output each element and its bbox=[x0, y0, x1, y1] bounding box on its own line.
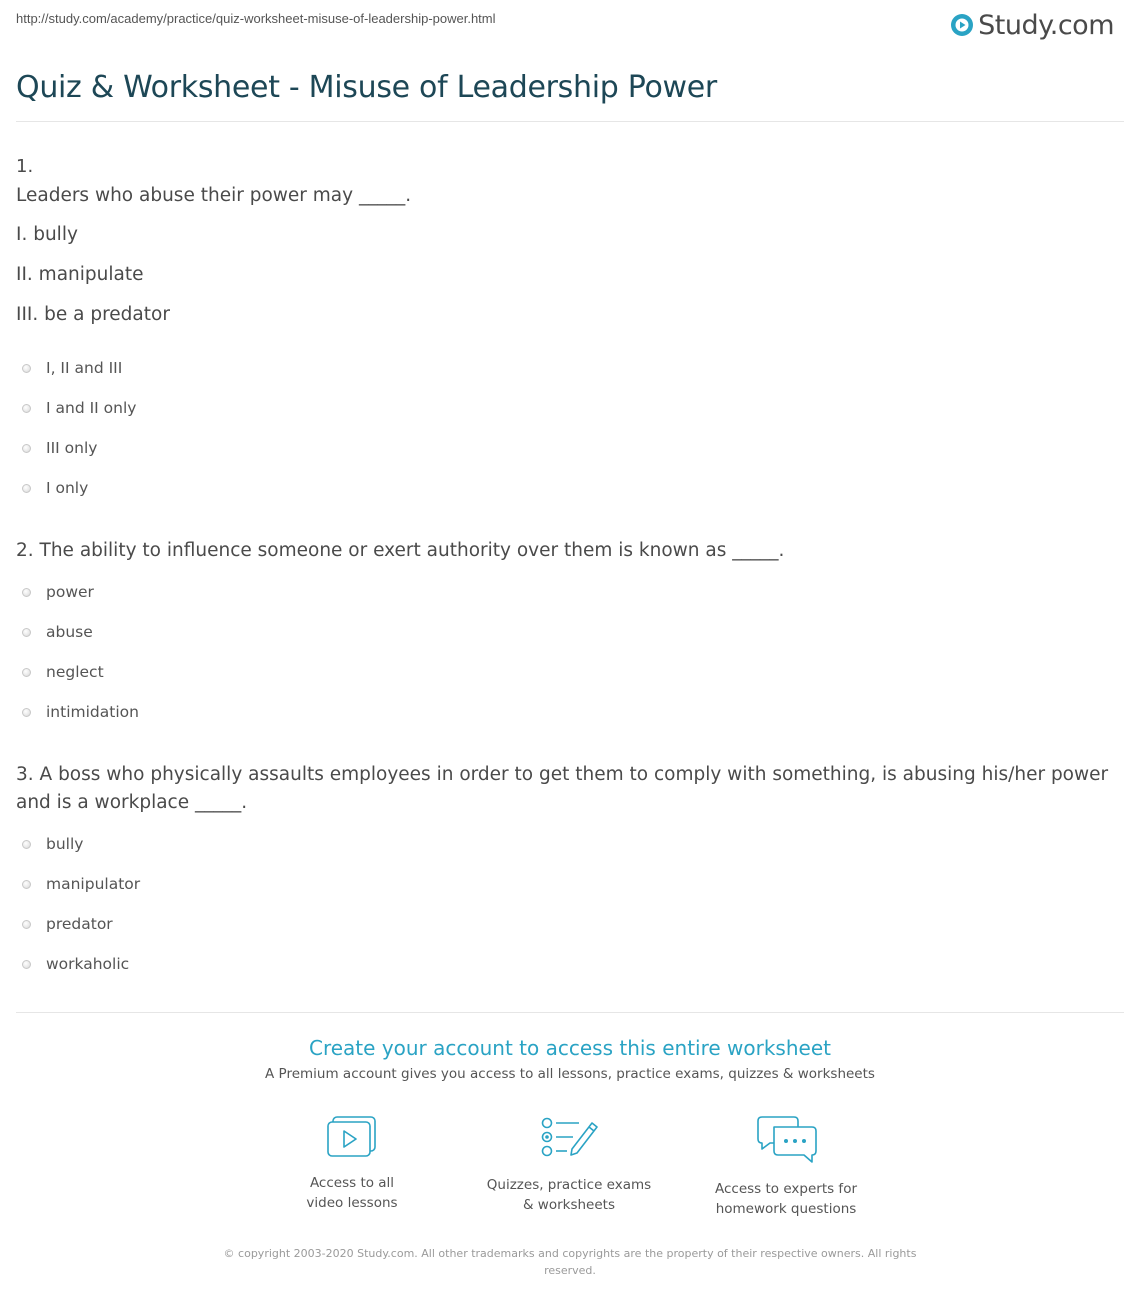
option-label: I only bbox=[46, 479, 89, 497]
question-1-statement-1: I. bully bbox=[16, 224, 78, 245]
feature-label bbox=[252, 1173, 452, 1213]
question-2-text: 2. The ability to influence someone or exert authority over them is known as _____. bbox=[16, 540, 785, 561]
question-2-option-1[interactable] bbox=[22, 582, 94, 602]
chat-bubbles-icon bbox=[754, 1115, 818, 1165]
radio-button[interactable] bbox=[22, 668, 31, 677]
copyright-line-1: © copyright 2003-2020 Study.com. All other trademarks and copyrights are the property of their respective owners. All rights bbox=[223, 1247, 917, 1260]
page-title: Quiz & Worksheet - Misuse of Leadership Power bbox=[16, 70, 717, 105]
feature-video-lessons bbox=[252, 1115, 452, 1213]
feature-label-line-1: Quizzes, practice exams bbox=[486, 1177, 652, 1193]
radio-button[interactable] bbox=[22, 628, 31, 637]
question-3-text: 3. A boss who physically assaults employees in order to get them to comply with something, is abusing his/her power and is a workplace _____. bbox=[16, 764, 1109, 813]
quiz-checklist-icon bbox=[539, 1115, 599, 1161]
radio-button[interactable] bbox=[22, 364, 31, 373]
option-label: bully bbox=[46, 835, 84, 853]
option-label: manipulator bbox=[46, 875, 141, 893]
feature-label-line-1: Access to all bbox=[309, 1175, 395, 1191]
question-1-option-4[interactable] bbox=[22, 478, 88, 498]
question-2-option-4[interactable] bbox=[22, 702, 139, 722]
feature-label-line-2: homework questions bbox=[715, 1201, 857, 1217]
section-divider bbox=[16, 1012, 1124, 1013]
question-3-option-4[interactable] bbox=[22, 954, 129, 974]
radio-button[interactable] bbox=[22, 960, 31, 969]
radio-button[interactable] bbox=[22, 708, 31, 717]
feature-quizzes bbox=[469, 1115, 669, 1215]
logo-text: Study.com bbox=[978, 9, 1114, 41]
question-1-text: Leaders who abuse their power may _____. bbox=[16, 185, 412, 206]
title-divider bbox=[16, 121, 1124, 122]
option-label: predator bbox=[46, 915, 113, 933]
feature-label-line-2: video lessons bbox=[306, 1195, 398, 1211]
radio-button[interactable] bbox=[22, 404, 31, 413]
question-1-statement-3: III. be a predator bbox=[16, 304, 170, 325]
feature-label bbox=[469, 1175, 669, 1215]
question-3-option-1[interactable] bbox=[22, 834, 83, 854]
feature-label bbox=[686, 1179, 886, 1219]
radio-button[interactable] bbox=[22, 444, 31, 453]
option-label: workaholic bbox=[46, 955, 130, 973]
question-3-option-3[interactable] bbox=[22, 914, 113, 934]
page-url: http://study.com/academy/practice/quiz-worksheet-misuse-of-leadership-power.html bbox=[16, 11, 496, 26]
copyright-notice bbox=[210, 1245, 930, 1279]
question-1-option-2[interactable] bbox=[22, 398, 136, 418]
radio-button[interactable] bbox=[22, 484, 31, 493]
radio-button[interactable] bbox=[22, 588, 31, 597]
option-label: intimidation bbox=[46, 703, 139, 721]
question-3-option-2[interactable] bbox=[22, 874, 140, 894]
option-label: abuse bbox=[46, 623, 93, 641]
feature-label-line-2: & worksheets bbox=[522, 1197, 615, 1213]
create-account-link[interactable]: Create your account to access this entire worksheet bbox=[309, 1036, 831, 1060]
copyright-line-2: reserved. bbox=[544, 1264, 596, 1277]
study-logo[interactable] bbox=[950, 8, 1114, 42]
option-label: III only bbox=[46, 439, 98, 457]
question-2-option-3[interactable] bbox=[22, 662, 104, 682]
cta-subtitle: A Premium account gives you access to all lessons, practice exams, quizzes & worksheets bbox=[265, 1066, 875, 1082]
feature-label-line-1: Access to experts for bbox=[714, 1181, 857, 1197]
option-label: I and II only bbox=[46, 399, 137, 417]
question-1-statement-2: II. manipulate bbox=[16, 264, 144, 285]
option-label: neglect bbox=[46, 663, 104, 681]
video-lessons-icon bbox=[326, 1115, 378, 1159]
play-circle-icon bbox=[950, 13, 974, 37]
question-1-number: 1. bbox=[16, 156, 34, 177]
radio-button[interactable] bbox=[22, 840, 31, 849]
question-1-option-1[interactable] bbox=[22, 358, 122, 378]
question-2-option-2[interactable] bbox=[22, 622, 93, 642]
option-label: I, II and III bbox=[46, 359, 123, 377]
question-1-option-3[interactable] bbox=[22, 438, 97, 458]
radio-button[interactable] bbox=[22, 880, 31, 889]
feature-experts bbox=[686, 1115, 886, 1219]
option-label: power bbox=[46, 583, 94, 601]
radio-button[interactable] bbox=[22, 920, 31, 929]
